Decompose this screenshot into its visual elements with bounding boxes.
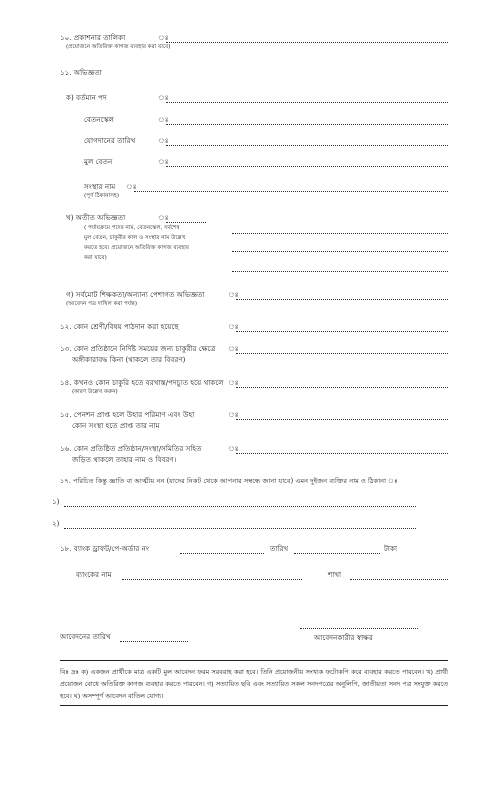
past-experience-note-line: মুল বেতন, চাকুরীর কাল ও সংস্থার নাম উল্লেখ <box>84 235 186 241</box>
dismissal-field[interactable] <box>236 387 448 388</box>
total-experience-note: (আবেদন পত্র দাখিল করা পর্যন্ত) <box>66 301 138 307</box>
reference-2-field[interactable] <box>64 528 416 529</box>
publication-list-label: ১০. প্রকাশনার তালিকা <box>60 33 126 42</box>
taka-label: টাকা <box>384 544 398 553</box>
current-post-label: ক) বর্তমান পদ <box>66 93 107 102</box>
past-experience-field[interactable] <box>232 251 448 252</box>
application-date-label: আবেদনের তারিখ <box>60 632 111 641</box>
colon: ঃ <box>228 378 239 387</box>
bank-draft-number-field[interactable] <box>180 553 264 554</box>
colon: ঃ <box>228 322 239 331</box>
colon: ঃ <box>228 410 239 419</box>
bank-name-label: ব্যাংকের নাম <box>76 570 112 579</box>
reference-2-number: ২) <box>52 519 60 528</box>
colon: ঃ <box>126 182 137 191</box>
basic-pay-field[interactable] <box>166 166 448 167</box>
colon: ঃ <box>158 157 169 166</box>
organization-name-note: (পূর্ণ ঠিকানাসহ) <box>84 193 120 199</box>
experience-heading: ১১. অভিজ্ঞতা <box>60 68 102 77</box>
note-bottom-rule <box>60 705 448 706</box>
references-label: ১৭. পরিচিত কিন্তু জ্ঞাতি বা আত্মীয় নন (যাদের নিকট থেকে আপনার সম্বন্ধে জানা যাবে) এমন দুইজন ব্যক্তির নাম ও ঠিকানা ঃ <box>60 477 398 485</box>
branch-field[interactable] <box>350 579 448 580</box>
past-experience-note-line: করতে হবে। প্রয়োজনে অতিরিক্ত কাগজ ব্যবহার <box>84 245 190 251</box>
pension-field[interactable] <box>236 419 448 420</box>
bank-name-field[interactable] <box>122 579 302 580</box>
past-experience-note-line: করা যাবে) <box>84 255 107 261</box>
bond-label: ১৩. কোন প্রতিষ্ঠানে নির্দিষ্ট সময়ের জন্য চাকুরীর ক্ষেত্রে <box>60 344 216 353</box>
colon: ঃ <box>158 136 169 145</box>
colon: ঃ <box>228 444 239 453</box>
past-experience-note-line: ( পর্যায়ক্রমে পদের নাম, বেতনস্কেল, সর্বশেষ <box>84 225 180 231</box>
pay-scale-label: বেতনস্কেল <box>84 115 115 124</box>
colon: ঃ <box>228 344 239 353</box>
signature-label: আবেদনকারীর স্বাক্ষর <box>314 633 373 642</box>
organization-name-label: সংস্থার নাম <box>84 182 116 191</box>
draft-date-label: তারিখ <box>270 544 289 553</box>
past-experience-field[interactable] <box>232 271 448 272</box>
bank-draft-label: ১৮. ব্যাংক ড্রাফট/পে-অর্ডার নং <box>60 544 150 553</box>
total-experience-field[interactable] <box>236 299 448 300</box>
subject-taught-field[interactable] <box>236 331 448 332</box>
draft-date-field[interactable] <box>294 553 380 554</box>
basic-pay-label: মুল বেতন <box>84 157 113 166</box>
reference-1-number: ১) <box>52 497 60 506</box>
publication-list-field[interactable] <box>166 42 448 43</box>
colon: ঃ <box>158 115 169 124</box>
pay-scale-field[interactable] <box>166 124 448 125</box>
reference-1-field[interactable] <box>64 506 416 507</box>
pension-label: ১৫. পেনশন প্রাপ্ত হলে উহার পরিমাণ এবং উহা <box>60 410 195 419</box>
colon: ঃ <box>228 290 239 299</box>
current-post-field[interactable] <box>166 102 448 103</box>
joining-date-label: যোগদানের তারিখ <box>84 136 136 145</box>
publication-note: (প্রয়োজনে অতিরিক্ত কাগজ ব্যবহার করা যাবে) <box>66 44 171 50</box>
association-field[interactable] <box>236 453 448 454</box>
colon: ঃ <box>158 33 169 42</box>
subject-taught-label: ১২. কোন শ্রেণী/বিষয় পাঠদান করা হয়েছে <box>60 322 179 331</box>
joining-date-field[interactable] <box>166 145 448 146</box>
organization-name-field[interactable] <box>134 191 448 192</box>
footnote: বিঃ দ্রঃ ক) একজন প্রার্থীকে মাত্র একটি মুল আবেদন ফরম সরবরাহ করা হবে। তিনি প্রয়োজনীয় সংখ্যক ফটোকপি করে ব্যবহার করতে পারবেন। খ) প্রার্থী প্রয়োজন বোধে অতিরিক্ত কাগজ ব্যবহার করতে পারবেন। গ) সত্যায়িত ছবি এবং সত্যায়িত সকল সনদপত্রের অনুলিপি, জাতীয়তা সনদ পত্র সংযুক্ত করতে হবে। ঘ) অসম্পূর্ণ আবেদন বাতিল যোগ্য। <box>60 668 448 700</box>
branch-label: শাখা <box>328 570 342 579</box>
note-top-rule <box>60 660 448 661</box>
past-experience-label: খ) অতীত অভিজ্ঞতা <box>66 213 126 222</box>
total-experience-label: গ) সর্বমোট শিক্ষকতা/অন্যান্য পেশাগত অভিজ্ঞতা <box>66 290 205 299</box>
pension-label-line2: কোন সংস্থা হতে প্রাপ্ত তার নাম <box>72 421 160 430</box>
bond-field[interactable] <box>236 353 448 354</box>
colon: ঃ <box>158 213 169 222</box>
past-experience-field[interactable] <box>232 233 448 234</box>
dismissal-label: ১৪. কখনও কোন চাকুরি হতে বরখাস্ত/পদচ্যুত হয়ে থাকলে <box>60 378 224 387</box>
dismissal-note: (কারণ উল্লেখ করুন) <box>72 389 118 395</box>
bond-label-line2: অঙ্গীকারাবদ্ধ কিনা (থাকলে তার বিবরণ) <box>72 355 186 364</box>
past-experience-field[interactable] <box>166 222 206 223</box>
association-label: ১৬. কোন প্রতিষ্ঠিত প্রতিষ্ঠান/সংস্থা/সমিতির সহিত <box>60 444 202 453</box>
signature-field[interactable] <box>300 628 418 629</box>
application-date-field[interactable] <box>120 641 188 642</box>
colon: ঃ <box>158 93 169 102</box>
association-label-line2: জড়িত থাকলে তাহার নাম ও বিবরণ। <box>72 455 177 464</box>
